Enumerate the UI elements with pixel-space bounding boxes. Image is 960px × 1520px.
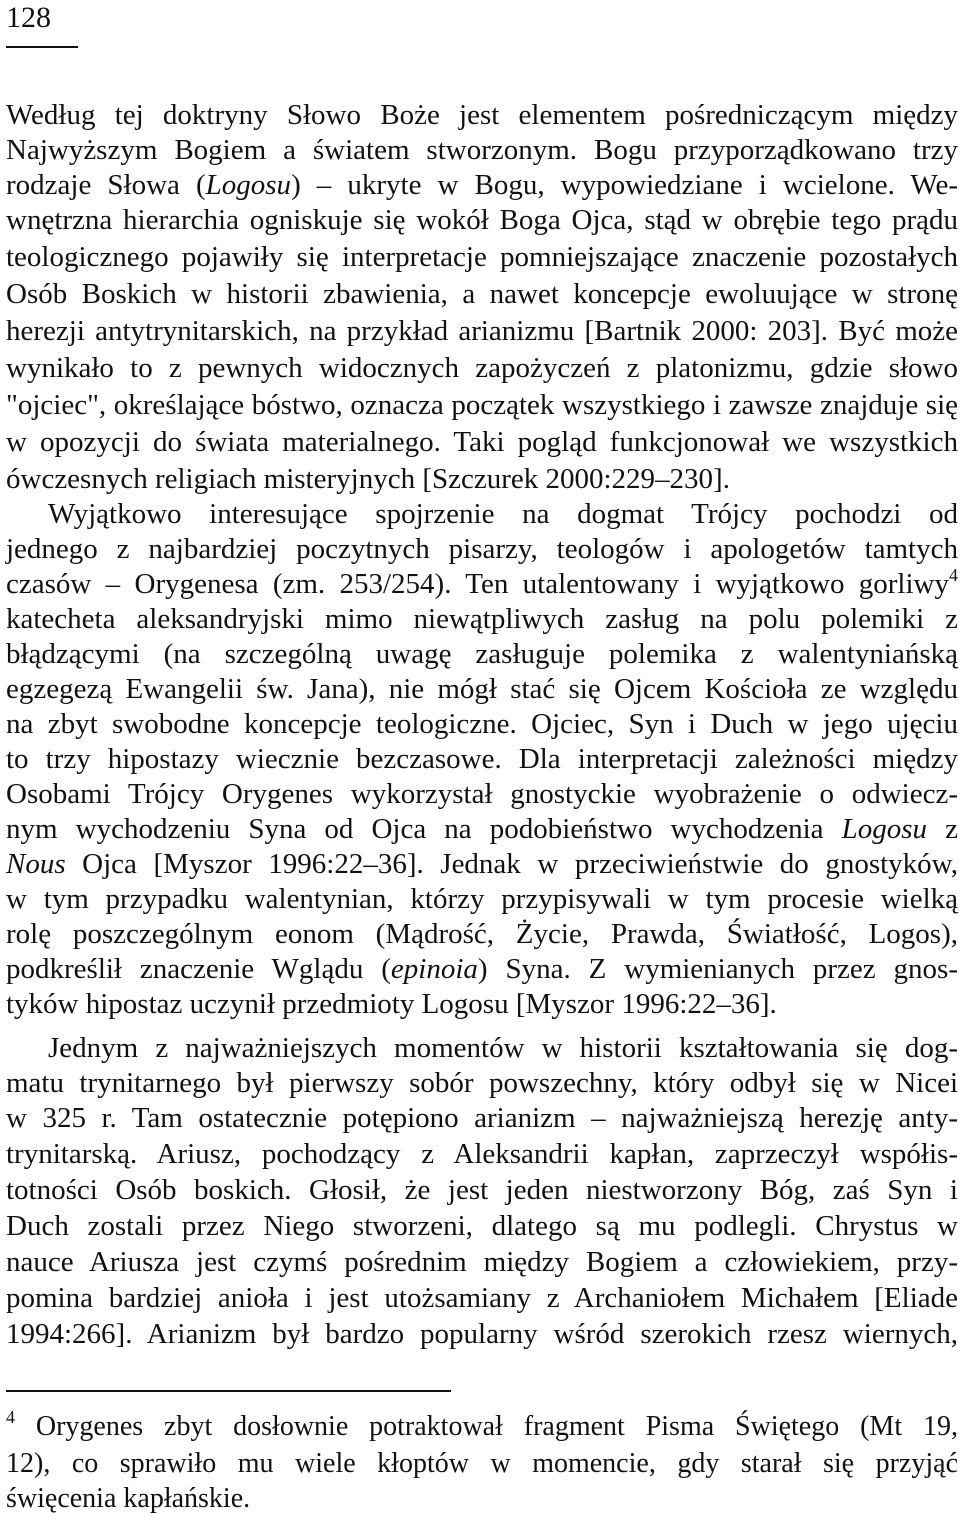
paragraph-first-line: Jednym z najważniejszych momentów w historii kształtowania się dog- xyxy=(48,1032,958,1064)
text-line: to trzy hipostazy wiecznie bezczasowe. Dla interpretacji zależności między xyxy=(6,743,958,775)
text-line: wnętrzna hierarchia ogniskuje się wokół Boga Ojca, stąd w obrębie tego prądu xyxy=(6,204,958,236)
text-line: Osobami Trójcy Orygenes wykorzystał gnostyckie wyobrażenie o odwiecz- xyxy=(6,778,958,810)
text-line: Duch zostali przez Niego stworzeni, dlatego są mu podlegli. Chrystus w xyxy=(6,1210,958,1242)
text-line: Według tej doktryny Słowo Boże jest elementem pośredniczącym między xyxy=(6,99,958,131)
text-line: w opozycji do świata materialnego. Taki pogląd funkcjonował we wszystkich xyxy=(6,426,958,458)
footnote-marker: 4 xyxy=(6,1407,15,1427)
text-line: ówczesnych religiach misteryjnych [Szczurek 2000:229–230]. xyxy=(6,463,730,495)
text-line: "ojciec", określające bóstwo, oznacza początek wszystkiego i zawsze znajduje się xyxy=(6,389,958,421)
text-line: katecheta aleksandryjski mimo niewątpliwych zasług na polu polemiki z xyxy=(6,603,958,635)
text-line xyxy=(6,168,958,202)
italic-term: epinoia xyxy=(390,953,478,985)
text-line: jednego z najbardziej poczytnych pisarzy, teologów i apologetów tamtych xyxy=(6,533,958,565)
text-line: Osób Boskich w historii zbawienia, a nawet koncepcje ewoluujące w stronę xyxy=(6,278,958,310)
text-span: podkreślił znaczenie Wglądu ( xyxy=(6,953,391,985)
text-span: ) Syna. Z wymienianych przez gnos- xyxy=(477,953,958,985)
text-line xyxy=(6,567,958,601)
text-line: pomina bardziej anioła i jest utożsamiany z Archaniołem Michałem [Eliade xyxy=(6,1282,958,1314)
text-span: Ojca [Myszor 1996:22–36]. Jednak w przeciwieństwie do gnostyków, xyxy=(65,848,958,880)
text-line xyxy=(6,952,958,986)
footnote-line: 12), co sprawiło mu wiele kłoptów w momencie, gdy starał się przyjąć xyxy=(6,1448,958,1479)
text-line: tyków hipostaz uczynił przedmioty Logosu [Myszor 1996:22–36]. xyxy=(6,988,777,1020)
paragraph-first-line: Wyjątkowo interesujące spojrzenie na dogmat Trójcy pochodzi od xyxy=(48,498,958,530)
text-span: ) – ukryte w Bogu, wypowiedziane i wcielone. We- xyxy=(291,169,958,201)
text-line: nauce Ariusza jest czymś pośrednim między Bogiem a człowiekiem, przy- xyxy=(6,1246,958,1278)
text-line: wynikało to z pewnych widocznych zapożyczeń z platonizmu, gdzie słowo xyxy=(6,352,958,384)
text-span: rodzaje Słowa ( xyxy=(6,169,206,201)
italic-term: Logosu xyxy=(205,169,292,201)
page-number: 128 xyxy=(6,1,51,34)
footnote-reference[interactable]: 4 xyxy=(949,565,958,585)
text-line xyxy=(6,812,958,846)
text-span: Orygenes zbyt dosłownie potraktował fragment Pisma Świętego (Mt 19, xyxy=(15,1411,958,1442)
italic-term: Nous xyxy=(6,848,66,880)
text-line: teologicznego pojawiły się interpretacje pomniejszające znaczenie pozostałych xyxy=(6,241,958,273)
text-line: w 325 r. Tam ostatecznie potępiono arianizm – najważniejszą herezję anty- xyxy=(6,1102,958,1134)
footnote-line xyxy=(6,1407,958,1444)
italic-term: Logosu xyxy=(841,813,928,845)
text-line: w tym przypadku walentynian, którzy przypisywali w tym procesie wielką xyxy=(6,883,958,915)
text-line: matu trynitarnego był pierwszy sobór powszechny, który odbył się w Nicei xyxy=(6,1067,958,1099)
text-line: na zbyt swobodne koncepcje teologiczne. Ojciec, Syn i Duch w jego ujęciu xyxy=(6,708,958,740)
text-span: nym wychodzeniu Syna od Ojca na podobieństwo wychodzenia xyxy=(6,813,842,845)
text-span: z xyxy=(927,813,958,845)
text-line: herezji antytrynitarskich, na przykład arianizmu [Bartnik 2000: 203]. Być może xyxy=(6,315,958,347)
text-line xyxy=(6,847,958,881)
text-line: błądzącymi (na szczególną uwagę zasługuje polemika z walentyniańską xyxy=(6,638,958,670)
text-line: 1994:266]. Arianizm był bardzo popularny wśród szerokich rzesz wiernych, xyxy=(6,1318,958,1350)
text-line: Najwyższym Bogiem a światem stworzonym. Bogu przyporządkowano trzy xyxy=(6,134,958,166)
text-span: czasów – Orygenesa (zm. 253/254). Ten utalentowany i wyjątkowo gorliwy xyxy=(6,568,949,600)
text-line: rolę poszczególnym eonom (Mądrość, Życie, Prawda, Światłość, Logos), xyxy=(6,918,958,950)
footnote-line: święcenia kapłańskie. xyxy=(6,1483,251,1514)
text-line: egzegezą Ewangelii św. Jana), nie mógł stać się Ojcem Kościoła ze względu xyxy=(6,673,958,705)
text-line: totności Osób boskich. Głosił, że jest jeden niestworzony Bóg, zaś Syn i xyxy=(6,1174,958,1206)
footnote-rule xyxy=(6,1390,451,1392)
text-line: trynitarską. Ariusz, pochodzący z Aleksandrii kapłan, zaprzeczył współis- xyxy=(6,1138,958,1170)
header-rule xyxy=(6,46,78,48)
